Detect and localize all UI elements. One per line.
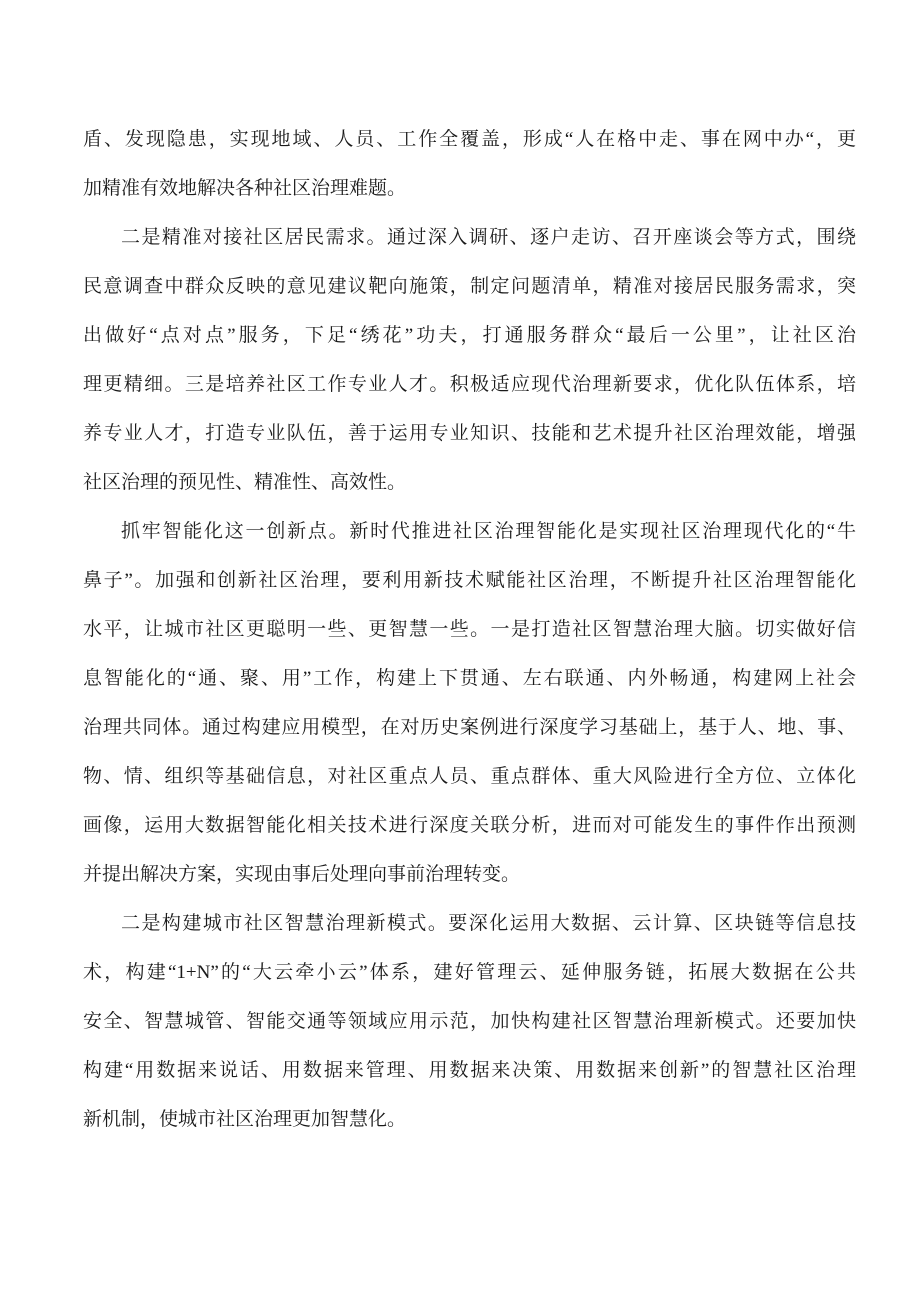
text-line: 民意调查中群众反映的意见建议靶向施策，制定问题清单，精准对接居民服务需求，突 bbox=[83, 276, 856, 297]
paragraph bbox=[83, 507, 856, 899]
text-line: 理更精细。三是培养社区工作专业人才。积极适应现代治理新要求，优化队伍体系，培 bbox=[83, 374, 856, 395]
text-line: 物、情、组织等基础信息，对社区重点人员、重点群体、重大风险进行全方位、立体化 bbox=[83, 766, 856, 787]
text-line: 并提出解决方案，实现由事后处理向事前治理转变。 bbox=[83, 864, 521, 885]
text-line: 治理共同体。通过构建应用模型，在对历史案例进行深度学习基础上，基于人、地、事、 bbox=[83, 717, 856, 738]
paragraph bbox=[83, 899, 856, 1144]
text-line: 息智能化的“通、聚、用”工作，构建上下贯通、左右联通、内外畅通，构建网上社会 bbox=[83, 668, 856, 689]
text-line: 水平，让城市社区更聪明一些、更智慧一些。一是打造社区智慧治理大脑。切实做好信 bbox=[83, 619, 856, 640]
text-line: 鼻子”。加强和创新社区治理，要利用新技术赋能社区治理，不断提升社区治理智能化 bbox=[83, 570, 856, 591]
text-line: 二是构建城市社区智慧治理新模式。要深化运用大数据、云计算、区块链等信息技 bbox=[121, 913, 856, 934]
text-line: 安全、智慧城管、智能交通等领域应用示范，加快构建社区智慧治理新模式。还要加快 bbox=[83, 1011, 856, 1032]
paragraph bbox=[83, 115, 856, 213]
text-line: 二是精准对接社区居民需求。通过深入调研、逐户走访、召开座谈会等方式，围绕 bbox=[121, 227, 856, 248]
text-line: 加精准有效地解决各种社区治理难题。 bbox=[83, 178, 407, 199]
text-line: 出做好“点对点”服务，下足“绣花”功夫，打通服务群众“最后一公里”，让社区治 bbox=[83, 325, 856, 346]
text-line: 术，构建“1+N”的“大云牵小云”体系，建好管理云、延伸服务链，拓展大数据在公共 bbox=[83, 962, 856, 983]
text-line: 构建“用数据来说话、用数据来管理、用数据来决策、用数据来创新”的智慧社区治理 bbox=[83, 1060, 856, 1081]
text-line: 养专业人才，打造专业队伍，善于运用专业知识、技能和艺术提升社区治理效能，增强 bbox=[83, 423, 856, 444]
text-line: 抓牢智能化这一创新点。新时代推进社区治理智能化是实现社区治理现代化的“牛 bbox=[121, 521, 856, 542]
text-line: 社区治理的预见性、精准性、高效性。 bbox=[83, 472, 407, 493]
text-line: 盾、发现隐患，实现地域、人员、工作全覆盖，形成“人在格中走、事在网中办“，更 bbox=[83, 129, 856, 150]
paragraph bbox=[83, 213, 856, 507]
text-line: 新机制，使城市社区治理更加智慧化。 bbox=[83, 1109, 407, 1130]
text-line: 画像，运用大数据智能化相关技术进行深度关联分析，进而对可能发生的事件作出预测 bbox=[83, 815, 856, 836]
